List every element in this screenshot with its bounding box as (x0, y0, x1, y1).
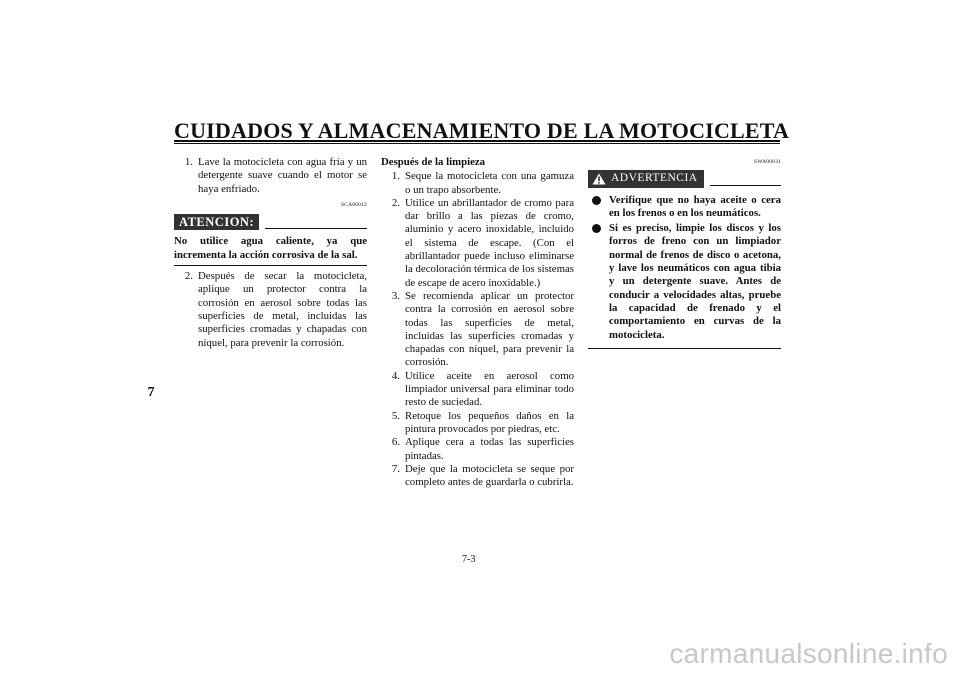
caution-text: No utilice agua caliente, ya que incrementa la acción corrosiva de la sal. (174, 235, 367, 261)
page-number: 7-3 (462, 554, 476, 565)
step-text: Aplique cera a todas las superficies pintadas. (405, 436, 574, 462)
step-number: 2. (391, 196, 400, 209)
warning-bullet-text: Si es preciso, limpie los discos y los forros de freno con un limpiador normal de frenos de disco o acetona, y lave los neumáticos con agua tibia y un detergente suave. Antes de conducir a velocidades altas, pruebe la capacidad de frenado y el comportamiento en curvas de la motocicleta. (609, 222, 781, 341)
step-text: Utilice aceite en aerosol como limpiador universal para eliminar todo resto de suciedad. (405, 369, 574, 409)
warning-triangle-icon (592, 173, 606, 185)
list-item (381, 463, 574, 490)
caution-code: SCA00012 (340, 201, 367, 208)
step-text: Retoque los pequeños daños en la pintura provocados por piedras, etc. (405, 409, 574, 435)
step-text: Utilice un abrillantador de cromo para dar brillo a las piezas de cromo, aluminio y acero inoxidable, incluido el sistema de escape. (Con el abrillantador puede incluso eliminarse la decoloración térmica de los sistemas de escape de acero inoxidable.) (405, 196, 574, 289)
warning-bullet (588, 194, 781, 221)
step-number: 1. (184, 156, 193, 168)
step-number: 5. (391, 409, 400, 422)
page-title: CUIDADOS Y ALMACENAMIENTO DE LA MOTOCICLETA (174, 118, 790, 143)
warning-header (588, 170, 781, 187)
bullet-icon (592, 224, 601, 233)
step-number: 6. (391, 436, 400, 449)
list-item (381, 290, 574, 370)
step-text: Lave la motocicleta con agua fría y un detergente suave cuando el motor se haya enfriado. (198, 156, 367, 195)
step-number: 4. (391, 369, 400, 382)
step-number: 7. (391, 462, 400, 475)
step-text: Se recomienda aplicar un protector contra la corrosión en aerosol sobre todas las superficies de metal, incluidas las superficies cromadas y chapadas con níquel, para prevenir la corrosión. (405, 289, 574, 369)
caution-end-rule (174, 265, 367, 266)
caution-badge: ATENCION: (174, 214, 259, 230)
list-item (174, 270, 367, 350)
column-1 (174, 156, 367, 350)
step-text: Deje que la motocicleta se seque por completo antes de guardarla o cubrirla. (405, 462, 574, 489)
caution-rule (265, 228, 367, 229)
column-3 (588, 156, 781, 349)
warning-rule (710, 185, 781, 186)
step-text: Seque la motocicleta con una gamuza o un trapo absorbente. (405, 170, 574, 196)
list-item (381, 197, 574, 290)
warning-end-rule (588, 348, 781, 349)
warning-code: SWA00031 (754, 159, 781, 165)
list-item (381, 170, 574, 197)
warning-bullet-text: Verifique que no haya aceite o cera en los frenos o en los neumáticos. (609, 193, 781, 219)
chapter-tab: 7 (147, 385, 155, 400)
warning-bullet (588, 222, 781, 342)
warning-badge (588, 170, 704, 187)
list-item (381, 410, 574, 437)
section-heading: Después de la limpieza (381, 156, 486, 168)
step-number: 3. (391, 289, 400, 302)
title-rule-thin (174, 143, 780, 144)
watermark: carmanualsonline.info (669, 638, 948, 669)
step-text: Después de secar la motocicleta, aplique un protector contra la corrosión en aerosol sobre todas las superficies de metal, incluidas las superficies cromadas y chapadas con níquel, para prevenir la corrosión. (198, 270, 367, 349)
step-number: 1. (391, 170, 400, 183)
bullet-icon (592, 196, 601, 205)
list-item (381, 370, 574, 410)
column-2 (381, 156, 574, 489)
step-number: 2. (184, 270, 193, 283)
title-rule (174, 140, 780, 142)
list-item (381, 436, 574, 463)
caution-header (174, 214, 367, 230)
warning-label: ADVERTENCIA (611, 172, 698, 185)
list-item (174, 156, 367, 196)
